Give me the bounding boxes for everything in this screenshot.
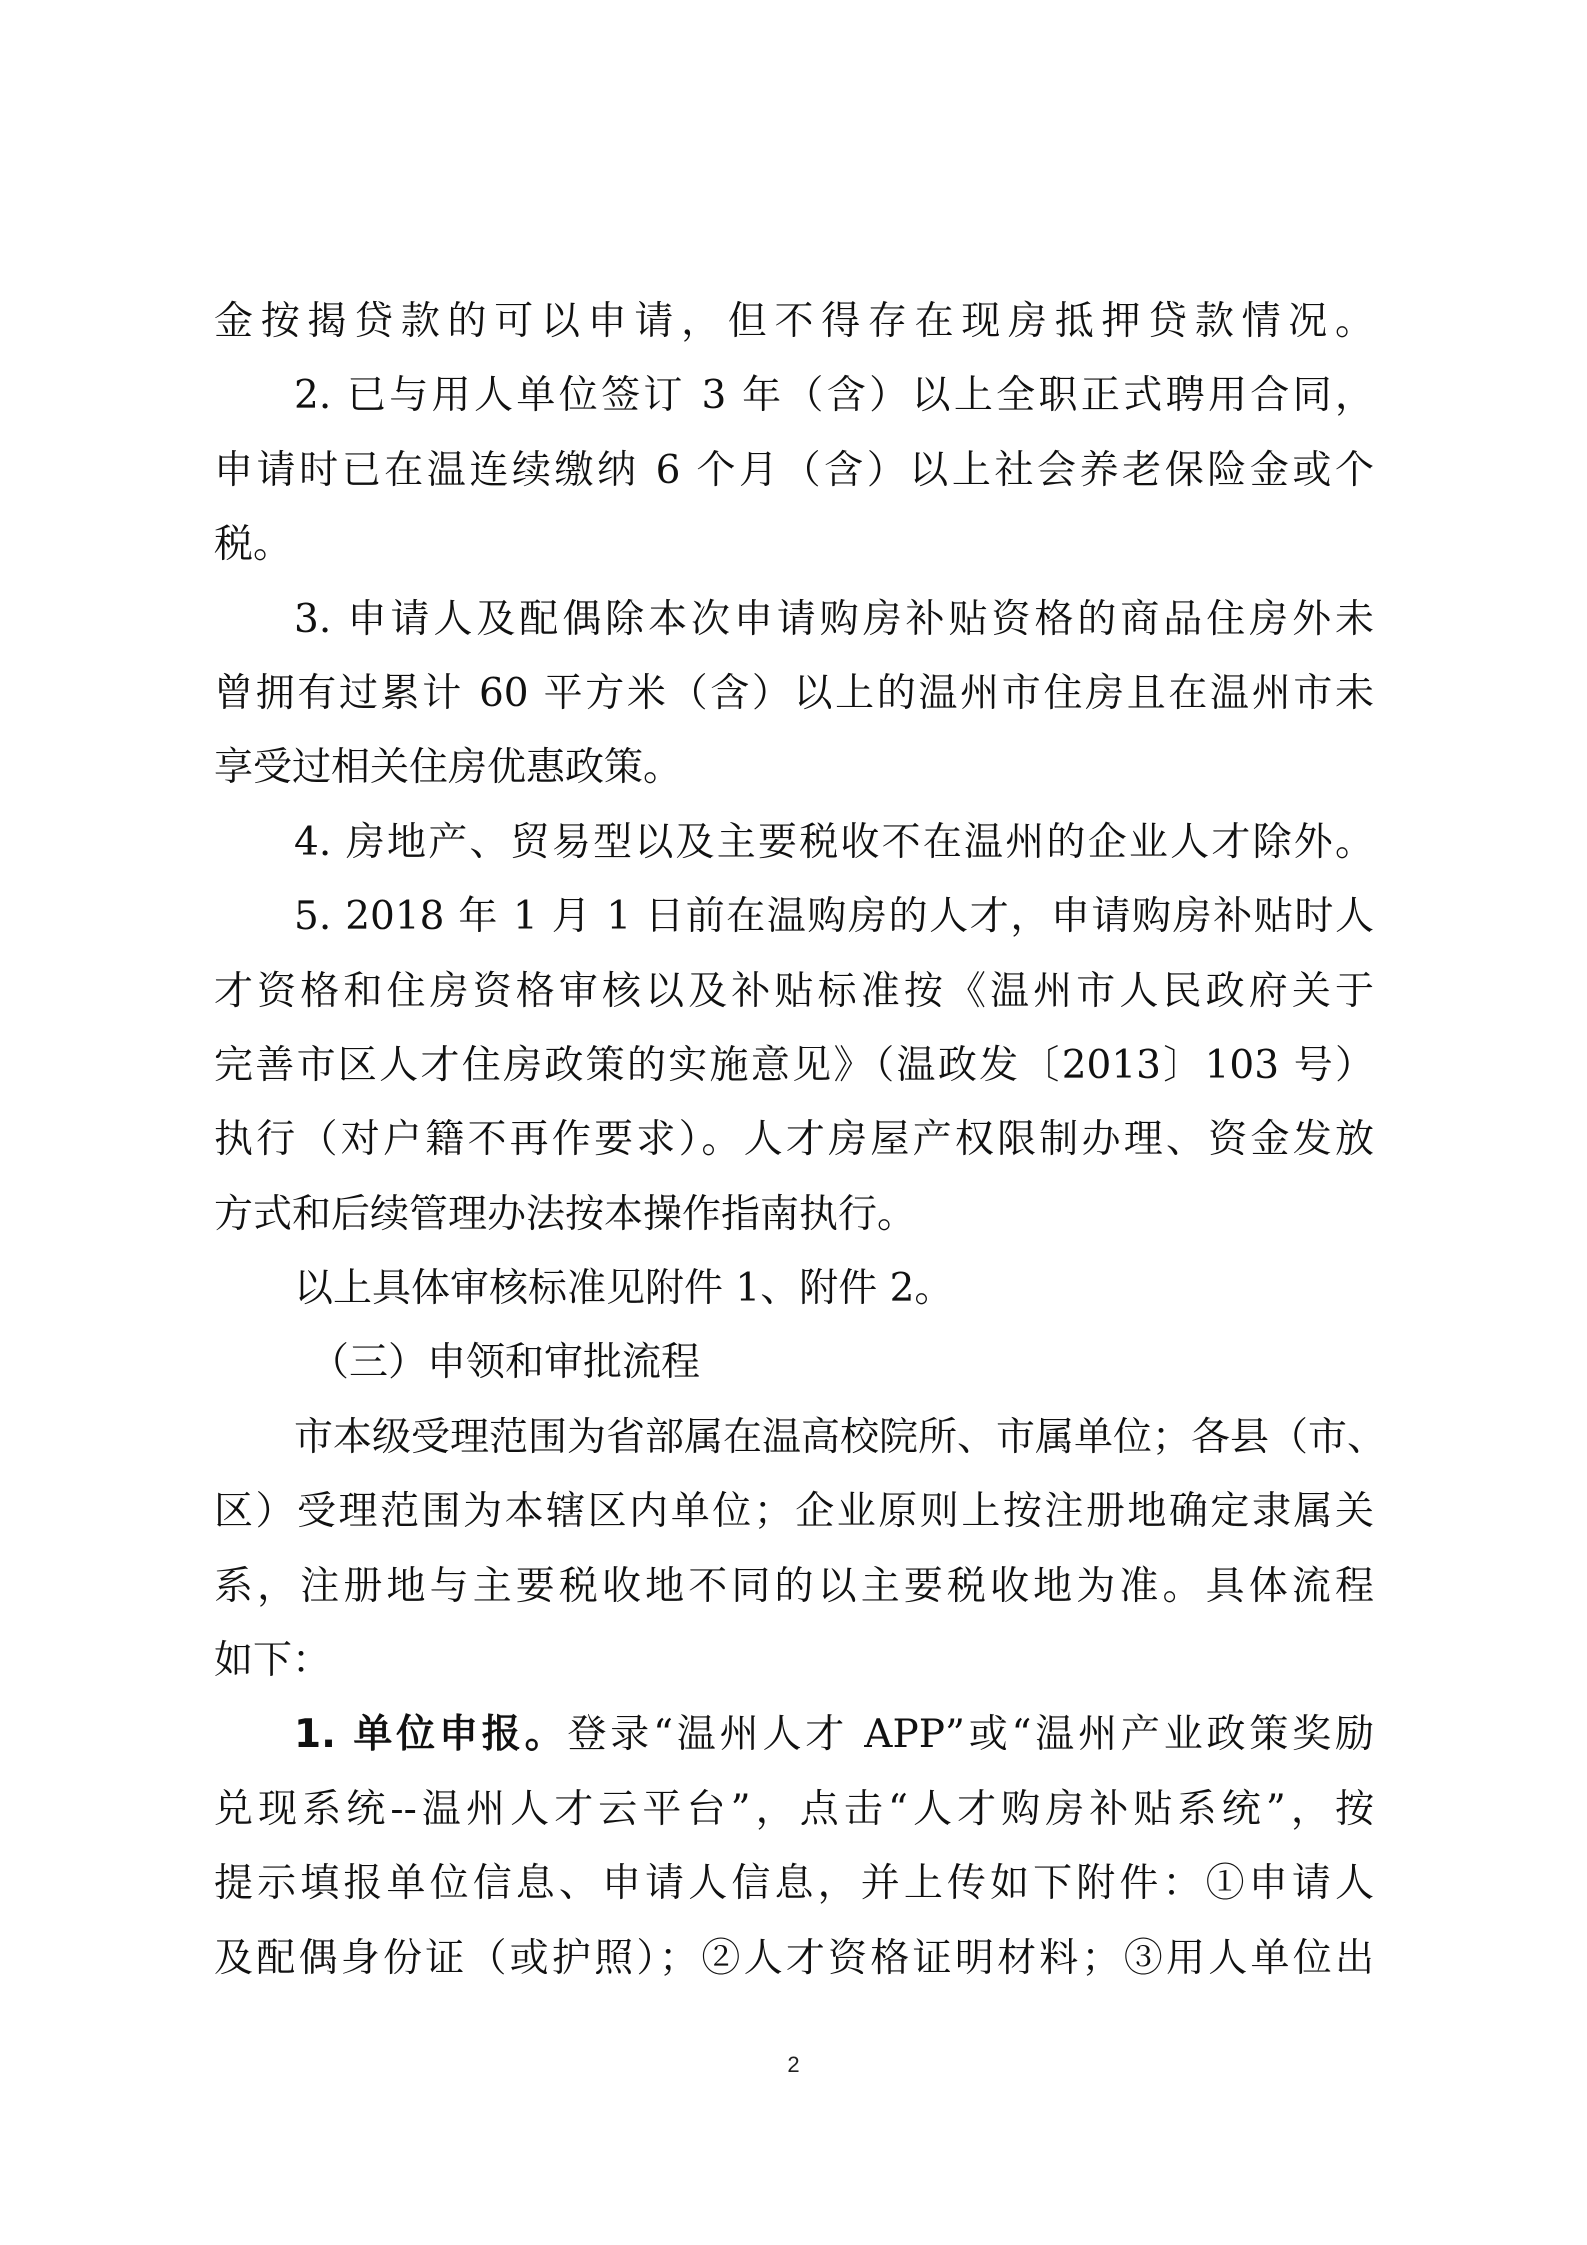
paragraph-line: 曾拥有过累计 60 平方米（含）以上的温州市住房且在温州市未 [214, 670, 1374, 716]
document-body [214, 285, 1387, 1996]
paragraph-line: 系，注册地与主要税收地不同的以主要税收地为准。具体流程 [214, 1563, 1374, 1609]
paragraph-line [214, 1698, 1374, 1772]
paragraph-line: 税。 [214, 522, 293, 568]
paragraph-line: 如下： [214, 1638, 332, 1684]
paragraph-line: 兑现系统--温州人才云平台”，点击“人才购房补贴系统”，按 [214, 1786, 1374, 1832]
paragraph-line: 区）受理范围为本辖区内单位；企业原则上按注册地确定隶属关 [214, 1489, 1374, 1535]
paragraph-line: 享受过相关住房优惠政策。 [214, 745, 683, 791]
paragraph-line: 申请时已在温连续缴纳 6 个月（含）以上社会养老保险金或个 [214, 447, 1374, 493]
paragraph-line: 以上具体审核标准见附件 1、附件 2。 [294, 1266, 954, 1312]
paragraph-line: 完善市区人才住房政策的实施意见》（温政发〔2013〕103 号） [214, 1042, 1374, 1088]
paragraph-line: 5. 2018 年 1 月 1 日前在温购房的人才，申请购房补贴时人 [294, 894, 1374, 940]
paragraph-line: 才资格和住房资格审核以及补贴标准按《温州市人民政府关于 [214, 968, 1374, 1014]
paragraph-line: 3. 申请人及配偶除本次申请购房补贴资格的商品住房外未 [294, 596, 1374, 642]
paragraph-line: 2. 已与用人单位签订 3 年（含）以上全职正式聘用合同， [294, 373, 1374, 419]
paragraph-line: 执行（对户籍不再作要求）。人才房屋产权限制办理、资金发放 [214, 1117, 1374, 1163]
paragraph-line: 提示填报单位信息、申请人信息，并上传如下附件：①申请人 [214, 1861, 1374, 1907]
paragraph-line: 金按揭贷款的可以申请，但不得存在现房抵押贷款情况。 [214, 299, 1374, 344]
step-lead-label: 1. 单位申报。 [294, 1712, 568, 1758]
paragraph-line: 市本级受理范围为省部属在温高校院所、市属单位；各县（市、 [294, 1414, 1387, 1460]
paragraph-line: 及配偶身份证（或护照）；②人才资格证明材料；③用人单位出 [214, 1935, 1374, 1981]
section-heading: （三）申领和审批流程 [310, 1340, 701, 1386]
paragraph-line: 方式和后续管理办法按本操作指南执行。 [214, 1191, 917, 1237]
page-number: 2 [787, 2052, 800, 2077]
step-lead-text: 登录“温州人才 APP”或“温州产业政策奖励 [567, 1712, 1375, 1758]
paragraph-line: 4. 房地产、贸易型以及主要税收不在温州的企业人才除外。 [294, 819, 1374, 865]
